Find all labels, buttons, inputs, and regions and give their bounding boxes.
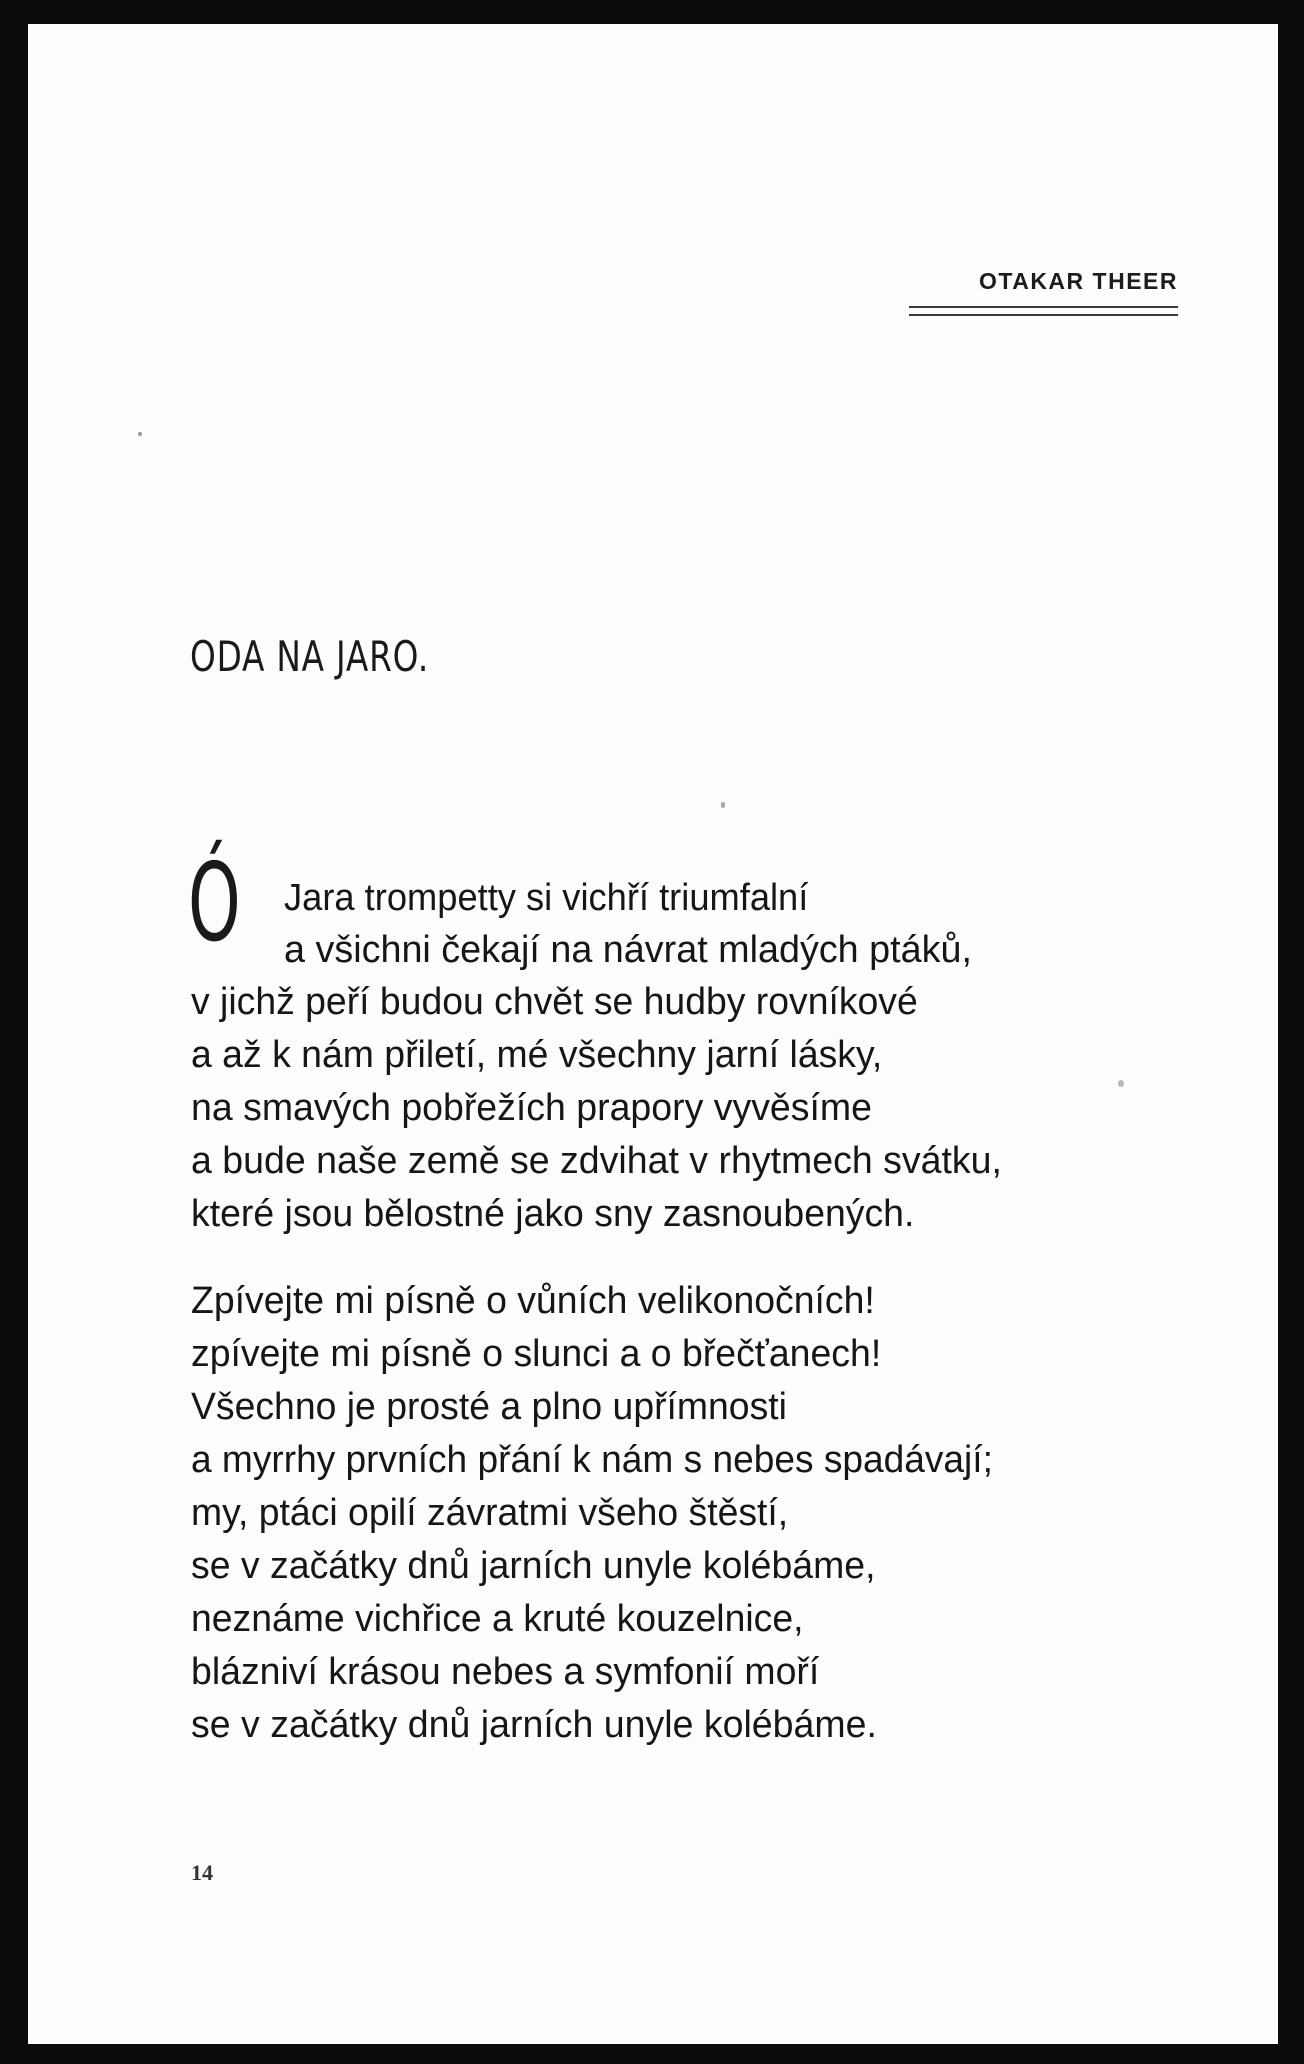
verse-line: a bude naše země se zdvihat v rhytmech svátku, — [191, 1140, 1002, 1182]
verse-line: se v začátky dnů jarních unyle kolébáme, — [191, 1545, 876, 1587]
print-speck — [721, 802, 725, 808]
running-head-author: OTAKAR THEER — [978, 268, 1178, 294]
book-page — [28, 24, 1278, 2044]
verse-line: my, ptáci opilí závratmi všeho štěstí, — [191, 1492, 789, 1534]
verse-line: a všichni čekají na návrat mladých ptáků, — [284, 929, 972, 971]
verse-line: se v začátky dnů jarních unyle kolébáme. — [191, 1704, 877, 1746]
verse-line: v jichž peří budou chvět se hudby rovníkové — [191, 981, 918, 1023]
verse-line: a až k nám přiletí, mé všechny jarní lásky, — [191, 1034, 883, 1076]
verse-line: Jara trompetty si vichří triumfalní — [284, 877, 809, 919]
verse-line: které jsou bělostné jako sny zasnoubených. — [191, 1193, 915, 1235]
poem-title: ODA NA JARO. — [190, 632, 430, 681]
running-head-rule — [909, 306, 1178, 316]
verse-line: a myrrhy prvních přání k nám s nebes spadávají; — [191, 1439, 993, 1481]
drop-cap-letter: Ó — [188, 841, 241, 966]
verse-line: na smavých pobřežích prapory vyvěsíme — [191, 1087, 872, 1129]
verse-line: Zpívejte mi písně o vůních velikonočních! — [191, 1280, 875, 1322]
print-speck — [1118, 1080, 1124, 1087]
page-number: 14 — [191, 1860, 213, 1885]
verse-line: blázniví krásou nebes a symfonií moří — [191, 1651, 820, 1693]
verse-line: neznáme vichřice a kruté kouzelnice, — [191, 1598, 804, 1640]
verse-line: zpívejte mi písně o slunci a o břečťanech! — [191, 1333, 882, 1375]
verse-line: Všechno je prosté a plno upřímnosti — [191, 1386, 787, 1428]
print-speck — [138, 432, 142, 436]
